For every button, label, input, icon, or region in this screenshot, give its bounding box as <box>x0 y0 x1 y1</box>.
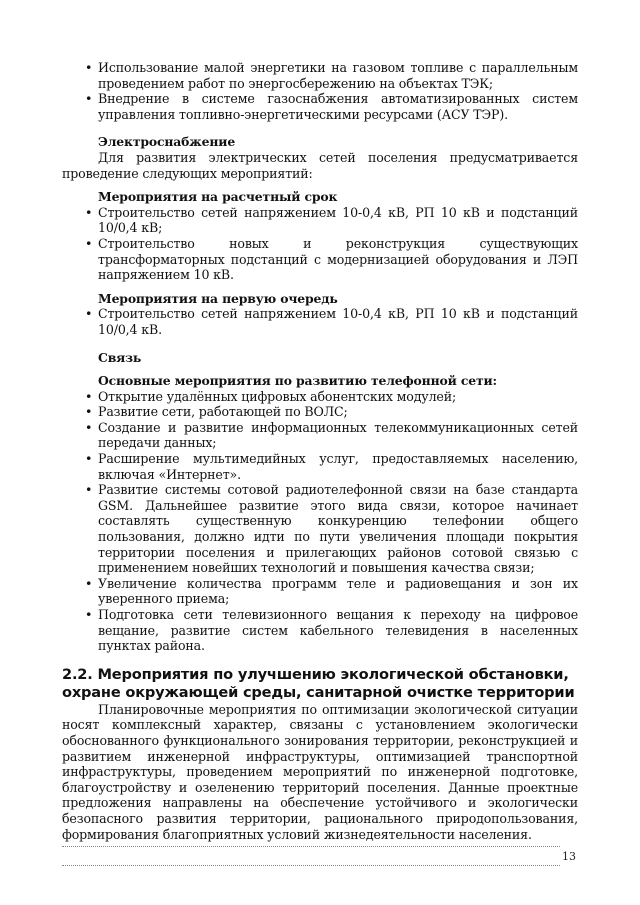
list-item: • Строительство сетей напряжением 10-0,4 кВ, РП 10 кВ и подстанций 10/0,4 кВ; <box>62 205 578 236</box>
page-number: 13 <box>562 850 576 863</box>
list-item: • Расширение мультимедийных услуг, предоставляемых населению, включая «Интернет». <box>62 451 578 482</box>
document-page <box>62 60 578 842</box>
section-paragraph: Планировочные мероприятия по оптимизации экологической ситуации носят комплексный характер, связаны с установлением экологически обоснованного функционального зонирования территории, реконструкцией и развитием инженерной инфраструктуры, оптимизацией транспортной инфраструктуры, проведением мероприятий по инженерной подготовке, благоустройству и озеленению территорий поселения. Данные проектные предложения направлены на обеспечение устойчивого и экологически безопасного развития территории, рационального природопользования, формирования благоприятных условий жизнедеятельности населения. <box>62 701 578 842</box>
intro-bullet-list <box>62 60 578 122</box>
list-item: • Открытие удалённых цифровых абонентских модулей; <box>62 389 578 405</box>
list-item: • Создание и развитие информационных телекоммуникационных сетей передачи данных; <box>62 420 578 451</box>
electro-heading: Электроснабжение <box>98 134 236 150</box>
footer-divider <box>62 846 560 847</box>
section-title: 2.2. Мероприятия по улучшению экологической обстановки, охране окружающей среды, санитарной очистке территории <box>62 665 575 701</box>
first-stage-list <box>62 306 578 337</box>
list-item: • Развитие системы сотовой радиотелефонной связи на базе стандарта GSM. Дальнейшее развитие этого вида связи, которое начинает составлять существенную конкуренцию телефонии общего пользования, должно идти по пути увеличения площади покрытия территории поселения и прилегающих районов сотовой связью с применением новейших технологий и повышения качества связи; <box>62 482 578 576</box>
calc-term-list <box>62 205 578 283</box>
list-item: • Увеличение количества программ теле и радиовещания и зон их уверенного приема; <box>62 576 578 607</box>
list-item: • Подготовка сети телевизионного вещания к переходу на цифровое вещание, развитие систем кабельного телевидения в населенных пунктах района. <box>62 607 578 654</box>
list-item: • Внедрение в системе газоснабжения автоматизированных систем управления топливно-энергетическими ресурсами (АСУ ТЭР). <box>62 91 578 122</box>
electro-intro: Для развития электрических сетей поселения предусматривается проведение следующих мероприятий: <box>62 149 578 181</box>
list-item: • Строительство новых и реконструкция существующих трансформаторных подстанций с модернизацией оборудования и ЛЭП напряжением 10 кВ. <box>62 236 578 283</box>
list-item: • Использование малой энергетики на газовом топливе с параллельным проведением работ по энергосбережению на объектах ТЭК; <box>62 60 578 91</box>
calc-term-heading: Мероприятия на расчетный срок <box>98 189 338 205</box>
footer-divider-lower <box>62 865 560 866</box>
comm-heading: Связь <box>98 349 142 365</box>
list-item: • Строительство сетей напряжением 10-0,4 кВ, РП 10 кВ и подстанций 10/0,4 кВ. <box>62 306 578 337</box>
first-stage-heading: Мероприятия на первую очередь <box>98 290 338 306</box>
comm-list <box>62 389 578 654</box>
list-item: • Развитие сети, работающей по ВОЛС; <box>62 404 578 420</box>
comm-subheading: Основные мероприятия по развитию телефонной сети: <box>98 373 497 389</box>
